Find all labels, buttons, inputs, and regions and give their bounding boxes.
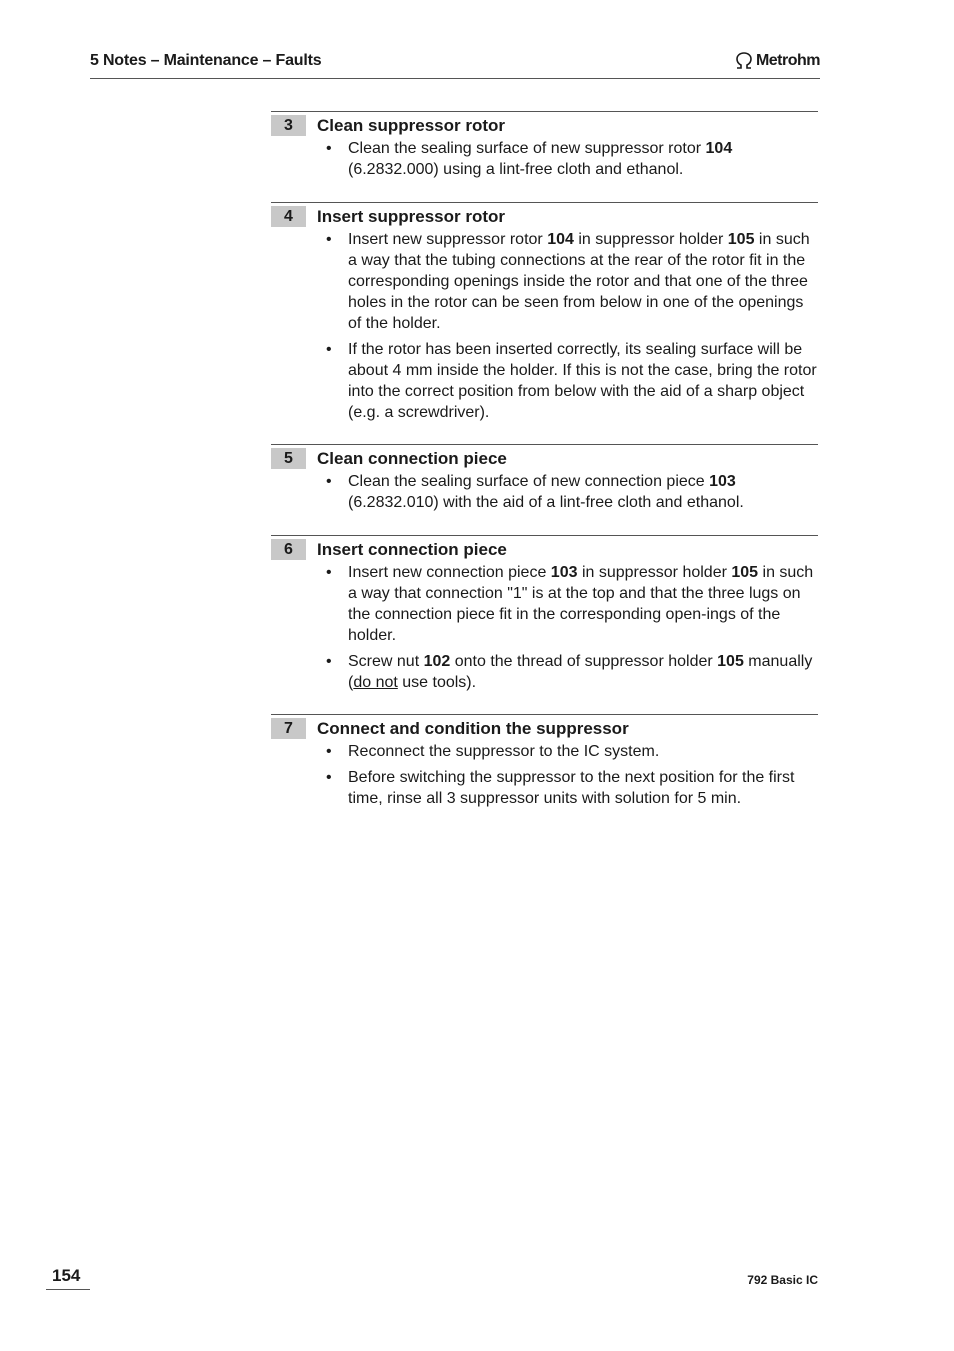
emphasis-text: do not <box>353 674 398 691</box>
step-section <box>271 111 818 185</box>
step-header <box>271 714 818 739</box>
part-reference: 105 <box>731 564 759 581</box>
step-title: Connect and condition the suppressor <box>317 719 629 738</box>
step-title: Insert connection piece <box>317 540 507 559</box>
part-reference: 105 <box>717 653 744 670</box>
step-header <box>271 444 818 469</box>
step-header <box>271 202 818 227</box>
part-reference: 104 <box>705 140 733 157</box>
step-section <box>271 714 818 814</box>
bullet-list <box>271 471 818 513</box>
part-reference: 102 <box>423 653 451 670</box>
bullet-list <box>271 741 818 809</box>
step-header <box>271 535 818 560</box>
logo-text: Metrohm <box>755 52 820 69</box>
step-number: 7 <box>271 718 306 739</box>
step-title: Clean suppressor rotor <box>317 116 505 135</box>
bullet-item: • Insert new suppressor rotor 104 in suppressor holder 105 in such a way that the tubing connections at the rear of the rotor fit in the corresponding openings inside the rotor and that one of the three holes in the rotor can be seen from below in one of the openings of the holder. <box>271 229 818 334</box>
bullet-item: • Screw nut 102 onto the thread of suppressor holder 105 manually (do not use tools). <box>271 651 818 693</box>
part-reference: 103 <box>709 473 736 490</box>
product-name: 792 Basic IC <box>747 1273 818 1287</box>
bullet-item: • Insert new connection piece 103 in suppressor holder 105 in such a way that connection "1" is at the top and that the three lugs on the connection piece fit in the corresponding open-ings of the holder. <box>271 562 818 646</box>
metrohm-logo <box>734 52 820 70</box>
step-number: 6 <box>271 539 306 560</box>
bullet-item: • If the rotor has been inserted correctly, its sealing surface will be about 4 mm inside the holder. If this is not the case, bring the rotor into the correct position from below with the aid of a sharp object (e.g. a screwdriver). <box>271 339 818 423</box>
chapter-title: 5 Notes – Maintenance – Faults <box>90 52 322 69</box>
omega-icon <box>734 52 754 70</box>
step-section <box>271 444 818 518</box>
page-number: 154 <box>46 1266 90 1290</box>
bullet-item: • Before switching the suppressor to the next position for the first time, rinse all 3 suppressor units with solution for 5 min. <box>271 767 818 809</box>
step-number: 4 <box>271 206 306 227</box>
step-title: Insert suppressor rotor <box>317 207 505 226</box>
bullet-list <box>271 138 818 180</box>
step-section <box>271 202 818 428</box>
part-reference: 103 <box>550 564 578 581</box>
bullet-list <box>271 229 818 423</box>
step-section <box>271 535 818 698</box>
step-title: Clean connection piece <box>317 449 507 468</box>
part-reference: 104 <box>547 231 574 248</box>
page-header <box>90 50 820 79</box>
bullet-item: • Reconnect the suppressor to the IC system. <box>271 741 818 762</box>
part-reference: 105 <box>727 231 755 248</box>
step-header <box>271 111 818 136</box>
bullet-item: • Clean the sealing surface of new suppressor rotor 104 (6.2832.000) using a lint-free cloth and ethanol. <box>271 138 818 180</box>
step-number: 3 <box>271 115 306 136</box>
bullet-list <box>271 562 818 693</box>
step-number: 5 <box>271 448 306 469</box>
bullet-item: • Clean the sealing surface of new connection piece 103 (6.2832.010) with the aid of a lint-free cloth and ethanol. <box>271 471 818 513</box>
